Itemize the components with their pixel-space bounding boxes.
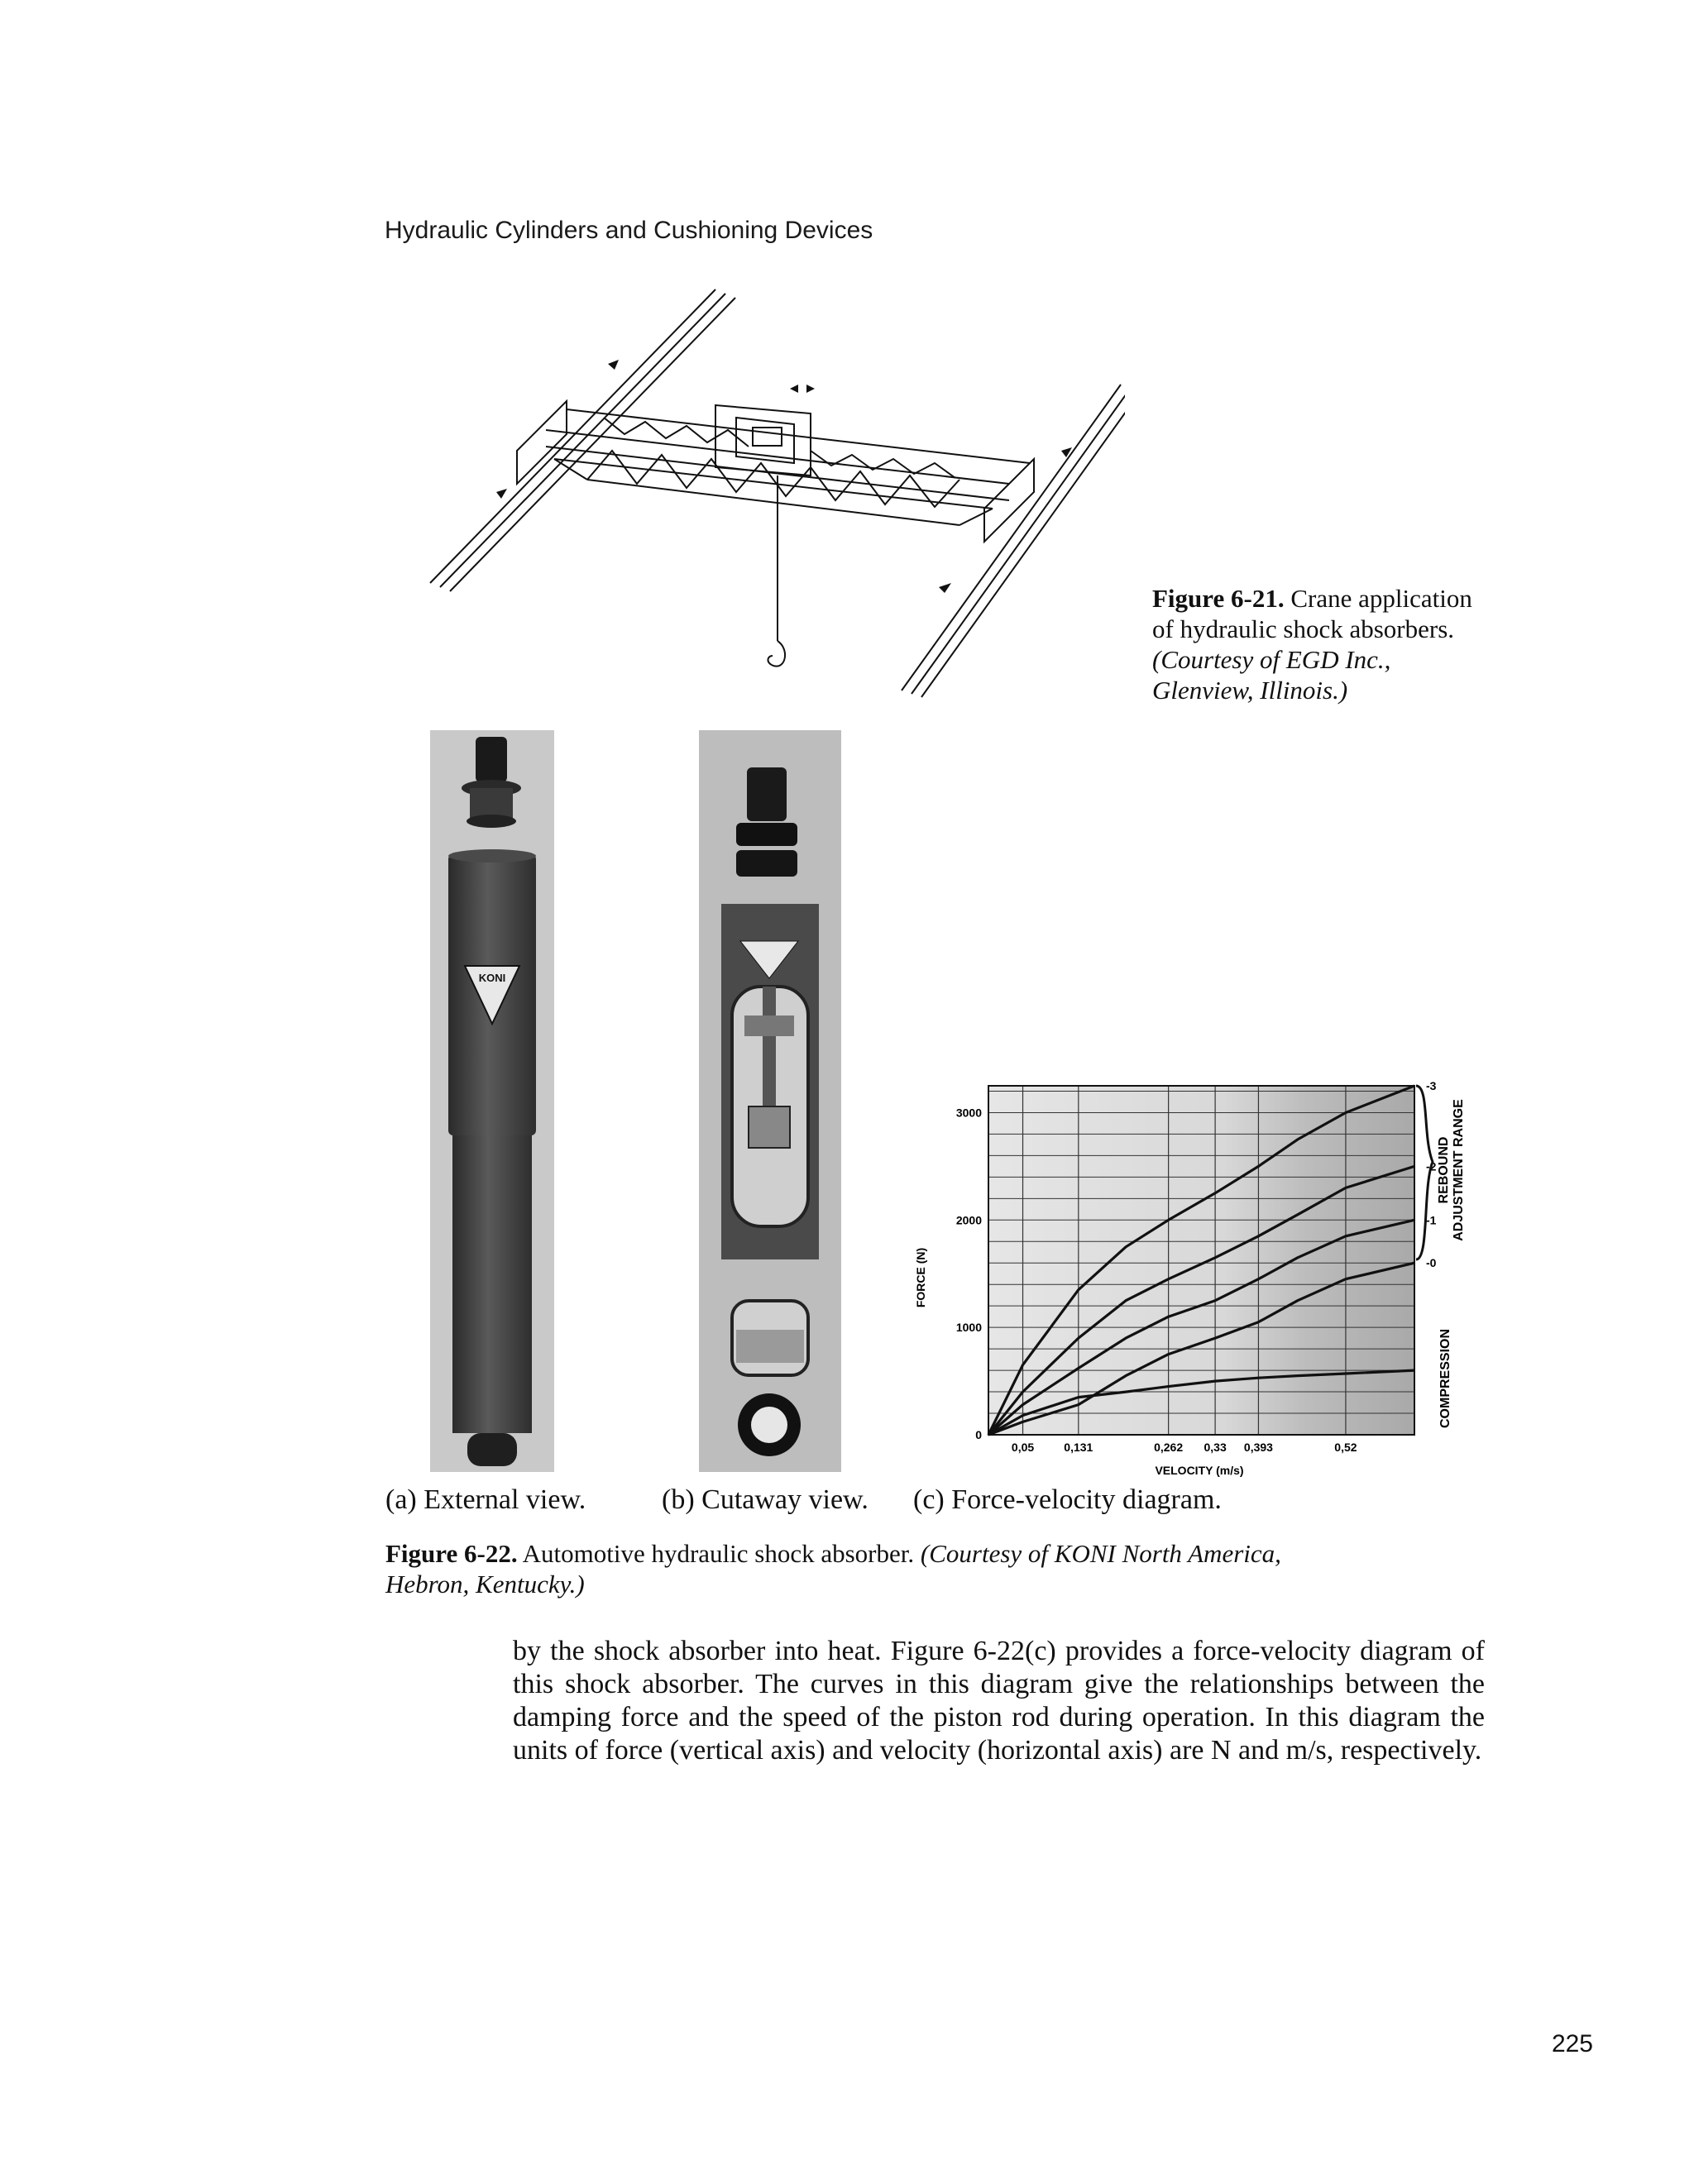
crane-illustration <box>422 285 1125 699</box>
subcaption-c: (c) Force-velocity diagram. <box>913 1484 1222 1515</box>
force-velocity-chart <box>910 1079 1489 1480</box>
series-label: -1 <box>1426 1213 1437 1227</box>
rebound-label-line2: ADJUSTMENT RANGE <box>1452 1099 1466 1241</box>
y-tick-label: 0 <box>975 1428 982 1441</box>
y-axis-label: FORCE (N) <box>914 1247 927 1308</box>
x-tick-label: 0,52 <box>1334 1441 1357 1454</box>
subcaption-a: (a) External view. <box>385 1484 586 1515</box>
y-tick-label: 3000 <box>955 1106 982 1120</box>
figure-label: Figure 6-21. <box>1152 584 1285 613</box>
page-number: 225 <box>1551 2030 1593 2057</box>
cutaway-view-photo <box>699 730 841 1472</box>
body-paragraph: by the shock absorber into heat. Figure 6-22(c) provides a force-velocity diagram of this shock absorber. The curves in this diagram give the relationships between the damping force and the speed of the piston rod during operation. In this diagram the units of force (vertical axis) and velocity (horizontal axis) are N and m/s, respectively. <box>513 1636 1485 1766</box>
body-text <box>513 1635 1485 1767</box>
caption-credit: (Courtesy of KONI North America, Hebron, Kentucky.) <box>385 1539 1281 1599</box>
y-tick-label: 2000 <box>955 1213 982 1227</box>
rebound-brace <box>1416 1086 1433 1259</box>
x-tick-label: 0,262 <box>1154 1441 1184 1454</box>
figure-6-21-caption <box>1152 583 1483 705</box>
x-tick-label: 0,131 <box>1064 1441 1093 1454</box>
series-label: -2 <box>1426 1159 1437 1173</box>
x-tick-label: 0,393 <box>1243 1441 1273 1454</box>
external-view-photo <box>430 730 554 1472</box>
subcaption-b: (b) Cutaway view. <box>662 1484 869 1515</box>
running-header: Hydraulic Cylinders and Cushioning Devices <box>385 217 873 244</box>
caption-text: Automotive hydraulic shock absorber. <box>522 1539 915 1568</box>
figure-label: Figure 6-22. <box>385 1539 518 1568</box>
series-label: -0 <box>1426 1256 1437 1270</box>
compression-label: COMPRESSION <box>1438 1328 1452 1429</box>
x-axis-label: VELOCITY (m/s) <box>1155 1464 1244 1477</box>
y-tick-label: 1000 <box>955 1321 982 1335</box>
koni-logo-text: KONI <box>478 972 506 984</box>
caption-credit: (Courtesy of EGD Inc., Glenview, Illinois.) <box>1152 645 1391 705</box>
figure-6-22-caption <box>385 1538 1361 1599</box>
rebound-label-line1: REBOUND <box>1437 1136 1451 1204</box>
x-tick-label: 0,05 <box>1011 1441 1035 1454</box>
series-label: -3 <box>1426 1079 1437 1092</box>
x-tick-label: 0,33 <box>1204 1441 1227 1454</box>
caption-text: Crane application of hydraulic shock absorbers. <box>1152 584 1472 643</box>
